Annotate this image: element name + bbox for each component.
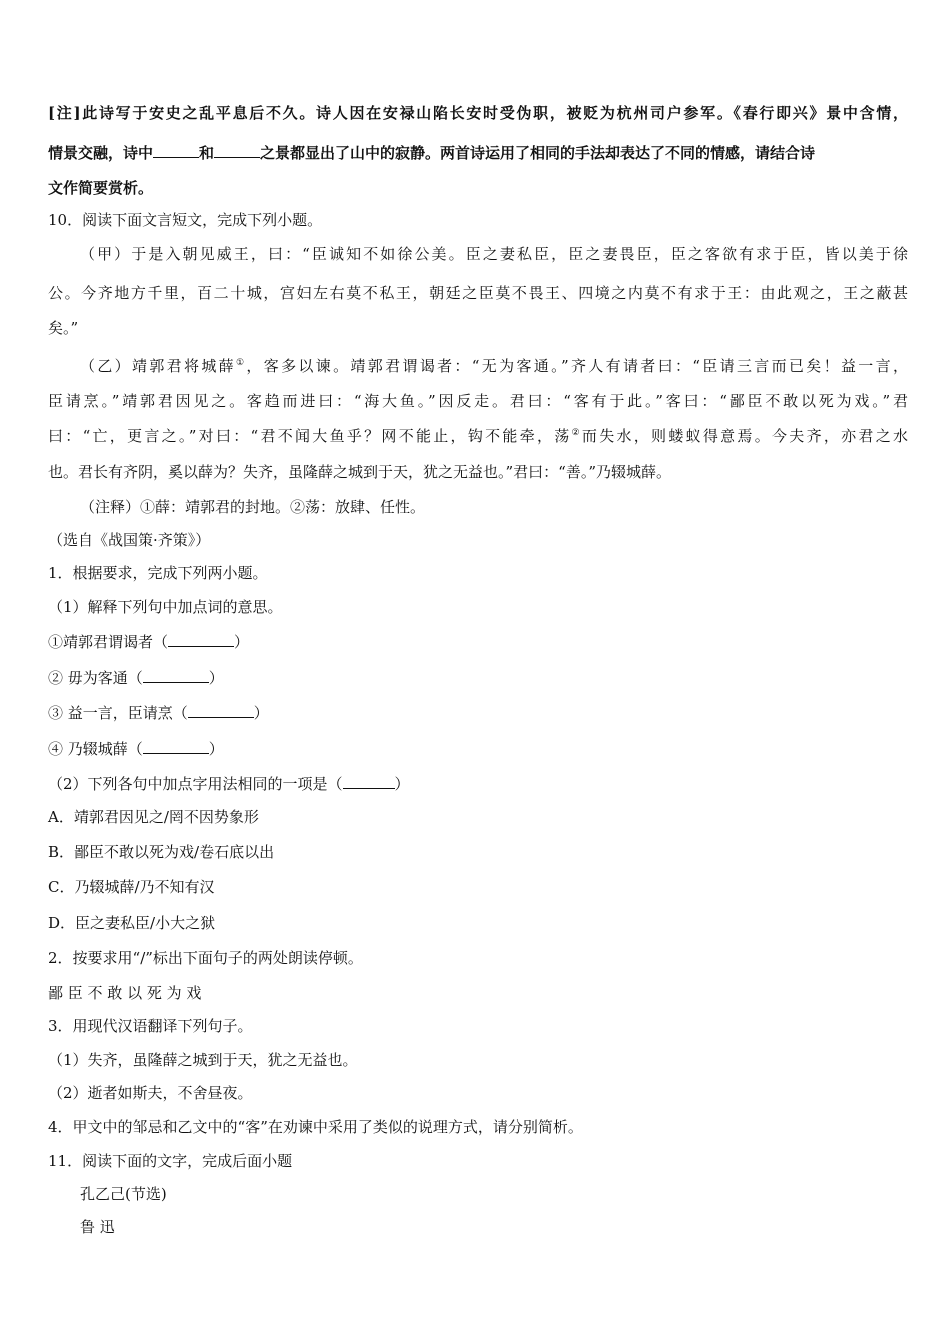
question-10-heading: 10．阅读下面文言短文，完成下列小题。 <box>48 211 323 229</box>
sub-question-3-heading: 3．用现代汉语翻译下列句子。 <box>48 1017 253 1035</box>
option-a: A．靖郭君因见之/罔不因势象形 <box>48 808 259 826</box>
passage-jia-line-1: （甲）于是入朝见威王，曰：“臣诚知不如徐公美。臣之妻私臣，臣之妻畏臣，臣之客欲有求于臣，皆以美于徐 <box>80 245 908 263</box>
passage-yi-line-1: （乙）靖郭君将城薛①，客多以谏。靖郭君谓谒者：“无为客通。”齐人有请者曰：“臣请三言而已矣！益一言， <box>80 357 908 375</box>
passage-jia-line-3: 矣。” <box>48 319 79 337</box>
passage-yi-line-4: 也。君长有齐阴，奚以薛为？失齐，虽隆薛之城到于天，犹之无益也。”君曰：“善。”乃辍城薛。 <box>48 463 672 481</box>
answer-blank[interactable] <box>188 701 254 718</box>
poem-note-line-1: [注]此诗写于安史之乱平息后不久。诗人因在安禄山陷长安时受伪职，被贬为杭州司户参军。《春行即兴》景中含情， <box>48 104 908 122</box>
vocab-item-1: ①靖郭君谓谒者（ ） <box>48 630 908 652</box>
reading-title: 孔乙己(节选) <box>80 1185 167 1203</box>
sub-question-1-part-1: （1）解释下列句中加点词的意思。 <box>48 598 283 616</box>
sub-question-1-heading: 1．根据要求，完成下列两小题。 <box>48 564 268 582</box>
footnote-marker: ② <box>571 428 582 438</box>
translate-item-1: （1）失齐，虽隆薛之城到于天，犹之无益也。 <box>48 1051 358 1069</box>
option-c: C．乃辍城薛/乃不知有汉 <box>48 878 215 896</box>
vocab-item-2: ② 毋为客通（ ） <box>48 666 908 688</box>
sub-question-1-part-2: （2）下列各句中加点字用法相同的一项是（ ） <box>48 772 908 794</box>
sub-question-4-heading: 4．甲文中的邹忌和乙文中的“客”在劝谏中采用了类似的说理方式，请分别简析。 <box>48 1118 583 1136</box>
footnote-marker: ① <box>236 358 247 368</box>
poem-note-line-3: 文作简要赏析。 <box>48 179 154 197</box>
answer-blank[interactable] <box>214 141 260 158</box>
annotation: （注释）①薛：靖郭君的封地。②荡：放肆、任性。 <box>80 498 426 516</box>
answer-blank[interactable] <box>143 666 209 683</box>
answer-blank[interactable] <box>153 141 199 158</box>
source-citation: （选自《战国策·齐策》） <box>48 531 211 549</box>
sub-question-2-heading: 2．按要求用“/”标出下面句子的两处朗读停顿。 <box>48 949 363 967</box>
option-b: B．鄙臣不敢以死为戏/卷石底以出 <box>48 843 275 861</box>
answer-blank[interactable] <box>343 772 395 789</box>
passage-jia-line-2: 公。今齐地方千里，百二十城，宫妇左右莫不私王，朝廷之臣莫不畏王、四境之内莫不有求于王：由此观之，王之蔽甚 <box>48 284 908 302</box>
answer-blank[interactable] <box>143 737 209 754</box>
option-d: D．臣之妻私臣/小大之狱 <box>48 914 216 932</box>
pause-sentence: 鄙 臣 不 敢 以 死 为 戏 <box>48 984 202 1002</box>
vocab-item-3: ③ 益一言，臣请烹（ ） <box>48 701 908 723</box>
reading-author: 鲁 迅 <box>80 1218 115 1236</box>
question-11-heading: 11．阅读下面的文字，完成后面小题 <box>48 1152 293 1170</box>
poem-note-line-2: 情景交融，诗中 和 之景都显出了山中的寂静。两首诗运用了相同的手法却表达了不同的情感，请结合诗 <box>48 141 908 163</box>
passage-yi-line-3: 曰：“亡，更言之。”对曰：“君不闻大鱼乎？网不能止，钩不能牵，荡②而失水，则蝼蚁得意焉。今夫齐，亦君之水 <box>48 427 908 445</box>
vocab-item-4: ④ 乃辍城薛（ ） <box>48 737 908 759</box>
passage-yi-line-2: 臣请烹。”靖郭君因见之。客趋而进曰：“海大鱼。”因反走。君曰：“客有于此。”客曰：“鄙臣不敢以死为戏。”君 <box>48 392 908 410</box>
translate-item-2: （2）逝者如斯夫，不舍昼夜。 <box>48 1084 253 1102</box>
answer-blank[interactable] <box>168 630 234 647</box>
